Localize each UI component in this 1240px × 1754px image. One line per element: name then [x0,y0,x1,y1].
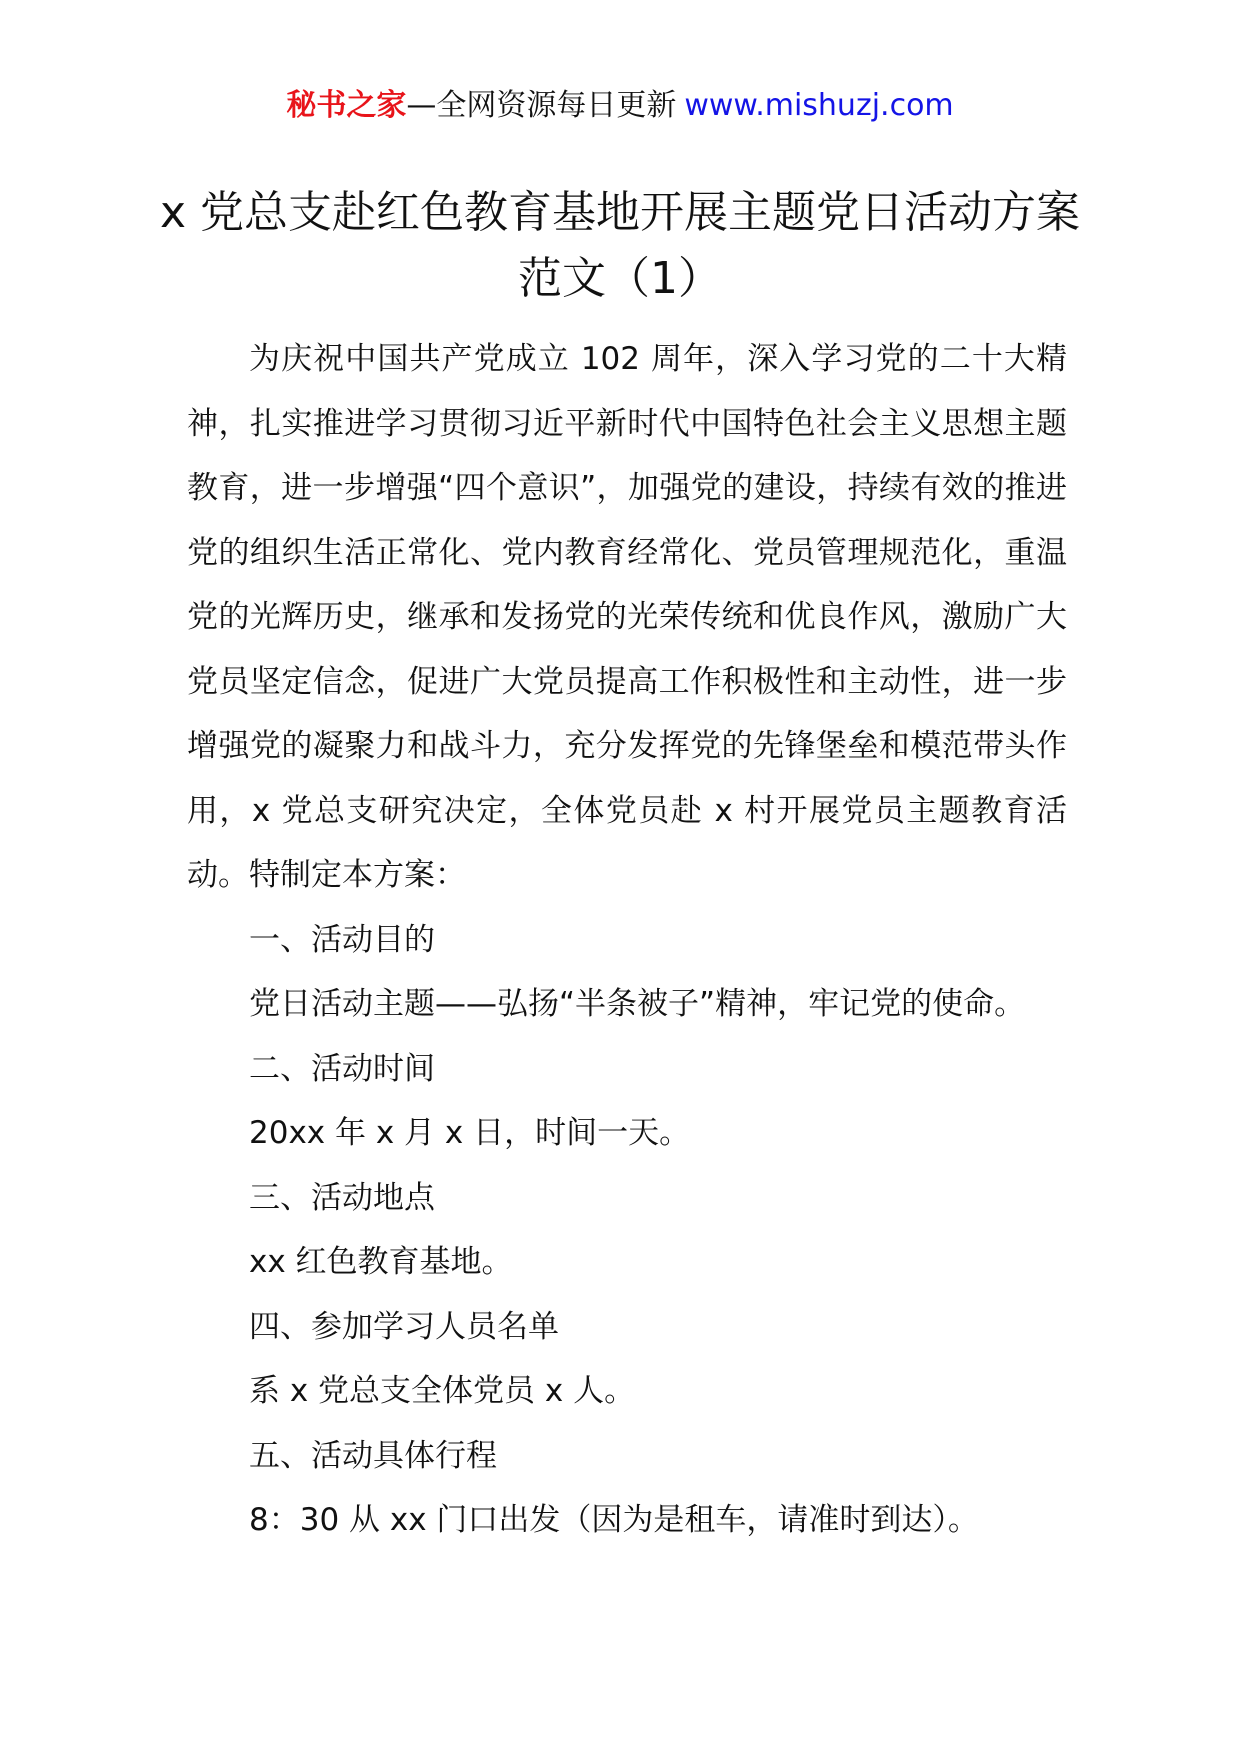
section-heading-participants: 四、参加学习人员名单 [249,1308,559,1345]
section-heading-itinerary: 五、活动具体行程 [249,1437,497,1474]
location-text: xx 红色教育基地。 [249,1244,513,1280]
participants-text: 系 x 党总支全体党员 x 人。 [249,1373,636,1409]
document-body [187,327,1067,1553]
purpose-text: 党日活动主题——弘扬“半条被子”精神，牢记党的使命。 [249,986,1026,1022]
time-text: 20xx 年 x 月 x 日，时间一天。 [249,1115,691,1151]
document-title: x 党总支赴红色教育基地开展主题党日活动方案范文（1） [159,187,1081,304]
section-heading-purpose: 一、活动目的 [249,921,435,958]
itinerary-text: 8：30 从 xx 门口出发（因为是租车，请准时到达）。 [249,1502,979,1538]
section-heading-location: 三、活动地点 [249,1179,435,1216]
intro-paragraph: 为庆祝中国共产党成立 102 周年，深入学习党的二十大精神，扎实推进学习贯彻习近平新时代中国特色社会主义思想主题教育，进一步增强“四个意识”，加强党的建设，持续有效的推进党的组织生活正常化、党内教育经常化、党员管理规范化，重温党的光辉历史，继承和发扬党的光荣传统和优良作风，激励广大党员坚定信念，促进广大党员提高工作积极性和主动性，进一步增强党的凝聚力和战斗力，充分发挥党的先锋堡垒和模范带头作用，x 党总支研究决定，全体党员赴 x 村开展党员主题教育活动。特制定本方案： [187,341,1067,893]
site-brand: 秘书之家 [286,88,407,123]
site-slogan: —全网资源每日更新 [406,88,677,123]
section-heading-time: 二、活动时间 [249,1050,435,1087]
site-url-link[interactable]: www.mishuzj.com [684,88,954,123]
site-header [0,86,1240,126]
